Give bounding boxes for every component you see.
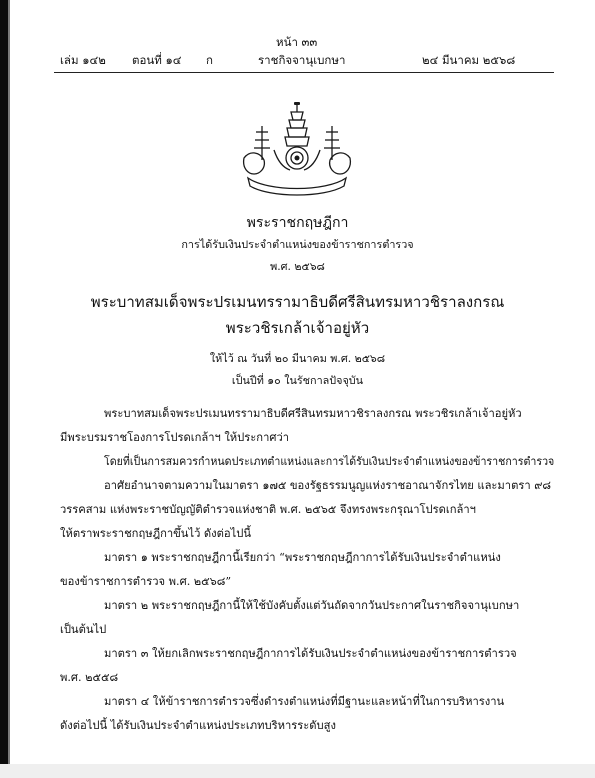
volume-number: เล่ม ๑๔๒	[60, 53, 106, 67]
section-2-line: มาตรา ๒ พระราชกฤษฎีกานี้ให้ใช้บังคับตั้งแต่วันถัดจากวันประกาศในราชกิจจานุเบกษา	[104, 599, 520, 612]
reign-year: เป็นปีที่ ๑๐ ในรัชกาลปัจจุบัน	[231, 374, 364, 387]
gazette-name: ราชกิจจานุเบกษา	[258, 53, 346, 67]
section-2-line: เป็นต้นไป	[60, 623, 107, 636]
preamble-line: วรรคสาม แห่งพระราชบัญญัติตำรวจแห่งชาติ พ.ศ. ๒๕๖๕ จึงทรงพระกรุณาโปรดเกล้าฯ	[60, 503, 476, 516]
king-name-line2: พระวชิรเกล้าเจ้าอยู่หัว	[225, 319, 370, 337]
scan-bottom-edge	[0, 764, 595, 778]
section-letter: ก	[206, 53, 213, 67]
section-4-line: มาตรา ๔ ให้ข้าราชการตำรวจซึ่งดำรงตำแหน่งที่มีฐานะและหน้าที่ในการบริหารงาน	[104, 695, 505, 708]
preamble-line: อาศัยอำนาจตามความในมาตรา ๑๗๕ ของรัฐธรรมนูญแห่งราชอาณาจักรไทย และมาตรา ๙๘	[104, 479, 552, 492]
royal-emblem-icon	[234, 100, 360, 198]
preamble-line: ให้ตราพระราชกฤษฎีกาขึ้นไว้ ดังต่อไปนี้	[60, 527, 252, 540]
preamble-line: พระบาทสมเด็จพระปรเมนทรรามาธิบดีศรีสินทรมหาวชิราลงกรณ พระวชิรเกล้าเจ้าอยู่หัว	[104, 407, 522, 420]
preamble-line: โดยที่เป็นการสมควรกำหนดประเภทตำแหน่งและการได้รับเงินประจำตำแหน่งของข้าราชการตำรวจ	[104, 455, 555, 468]
decree-year: พ.ศ. ๒๕๖๘	[270, 260, 325, 273]
decree-subtitle: การได้รับเงินประจำตำแหน่งของข้าราชการตำรวจ	[181, 238, 414, 251]
section-1-line: ของข้าราชการตำรวจ พ.ศ. ๒๕๖๘”	[60, 575, 232, 588]
issue-number: ตอนที่ ๑๔	[132, 53, 182, 67]
section-3-line: พ.ศ. ๒๕๕๘	[60, 671, 119, 684]
page-number: หน้า ๓๓	[276, 35, 318, 49]
given-date: ให้ไว้ ณ วันที่ ๒๐ มีนาคม พ.ศ. ๒๕๖๘	[209, 352, 386, 365]
scan-left-shadow	[8, 0, 10, 778]
publication-date: ๒๔ มีนาคม ๒๕๖๘	[422, 53, 516, 67]
section-3-line: มาตรา ๓ ให้ยกเลิกพระราชกฤษฎีกาการได้รับเงินประจำตำแหน่งของข้าราชการตำรวจ	[104, 647, 517, 660]
preamble-line: มีพระบรมราชโองการโปรดเกล้าฯ ให้ประกาศว่า	[60, 431, 290, 444]
decree-title: พระราชกฤษฎีกา	[246, 215, 349, 231]
section-4-line: ดังต่อไปนี้ ได้รับเงินประจำตำแหน่งประเภทบริหารระดับสูง	[60, 719, 336, 732]
scan-left-edge	[0, 0, 8, 778]
section-1-line: มาตรา ๑ พระราชกฤษฎีกานี้เรียกว่า “พระราชกฤษฎีกาการได้รับเงินประจำตำแหน่ง	[104, 551, 501, 564]
header-rule	[54, 72, 554, 73]
king-name-line1: พระบาทสมเด็จพระปรเมนทรรามาธิบดีศรีสินทรมหาวชิราลงกรณ	[90, 293, 505, 311]
